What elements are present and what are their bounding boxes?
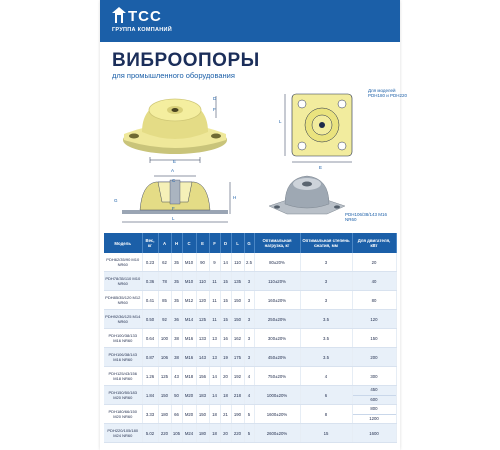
- power-cell: [352, 424, 396, 443]
- table-row: [104, 386, 396, 405]
- model-cell: PDH150/50/183 M20 NR60: [104, 386, 142, 405]
- dim-label-l-top: L: [279, 119, 282, 124]
- col-header: G: [244, 233, 254, 253]
- dim-label-c: C: [172, 178, 176, 183]
- table-cell: 0.87: [142, 348, 158, 367]
- col-header: C: [182, 233, 196, 253]
- table-cell: 14: [209, 367, 220, 386]
- table-cell: 78: [158, 272, 171, 291]
- dim-label-e-right: E: [319, 165, 323, 170]
- power-value: 200: [370, 354, 378, 360]
- table-cell: 1000±20%: [254, 386, 300, 405]
- table-cell: 150: [158, 386, 171, 405]
- table-cell: 0.36: [142, 272, 158, 291]
- model-cell: PDH92/36/125 M14 NR60: [104, 310, 142, 329]
- dim-label-f-top: F: [213, 107, 216, 112]
- table-cell: 66: [171, 405, 182, 424]
- power-value: 40: [371, 278, 377, 284]
- brand-header: [100, 0, 400, 42]
- model-cell: PDH85/35/120 M12 NR60: [104, 291, 142, 310]
- table-cell: 150: [231, 291, 244, 310]
- col-header: Вес, кг: [142, 233, 158, 253]
- table-row: [104, 329, 396, 348]
- table-cell: 9: [209, 253, 220, 272]
- table-cell: 92: [158, 310, 171, 329]
- specs-table: [104, 233, 397, 443]
- table-cell: 3: [244, 272, 254, 291]
- model-cell: PDH100/38/133 M16 NR60: [104, 329, 142, 348]
- power-value: 20: [371, 259, 377, 265]
- table-cell: 38: [171, 329, 182, 348]
- model-cell: PDH106/38/143 M16 NR60: [104, 348, 142, 367]
- table-cell: 62: [158, 253, 171, 272]
- model-cell: PDH180/66/150 M20 NR60: [104, 405, 142, 424]
- table-cell: 4: [244, 386, 254, 405]
- model-cell: PDH125/43/156 M18 NR60: [104, 367, 142, 386]
- page-title: ВИБРООПОРЫ: [112, 50, 260, 71]
- table-cell: 5: [244, 424, 254, 443]
- table-cell: 175: [231, 348, 244, 367]
- col-header: Оптимальная нагрузка, кг: [254, 233, 300, 253]
- table-cell: 110: [196, 272, 209, 291]
- col-header: H: [171, 233, 182, 253]
- table-cell: 300±20%: [254, 329, 300, 348]
- logo-subtitle: ГРУППА КОМПАНИЙ: [112, 27, 173, 33]
- table-cell: 150: [196, 405, 209, 424]
- table-cell: 160±20%: [254, 291, 300, 310]
- catalog-page: [100, 0, 408, 450]
- table-cell: 4: [300, 367, 352, 386]
- table-cell: 110±20%: [254, 272, 300, 291]
- power-value: 600: [353, 395, 396, 405]
- table-cell: M18: [182, 367, 196, 386]
- table-cell: 106: [158, 348, 171, 367]
- dim-label-l: L: [172, 216, 175, 221]
- table-cell: 143: [196, 348, 209, 367]
- mount-section-drawing: [118, 172, 233, 230]
- table-cell: M10: [182, 272, 196, 291]
- table-cell: 0.50: [142, 310, 158, 329]
- table-cell: 13: [209, 329, 220, 348]
- table-cell: 11: [209, 310, 220, 329]
- power-cell: [352, 367, 396, 386]
- power-value: 80: [371, 297, 377, 303]
- table-cell: 90: [196, 253, 209, 272]
- table-cell: 15: [220, 291, 231, 310]
- table-cell: 15: [300, 424, 352, 443]
- table-cell: 125: [158, 367, 171, 386]
- table-cell: 11: [209, 291, 220, 310]
- table-cell: 8: [300, 405, 352, 424]
- table-cell: 85: [158, 291, 171, 310]
- table-cell: 100: [158, 329, 171, 348]
- table-cell: 5: [244, 405, 254, 424]
- table-cell: 120: [196, 291, 209, 310]
- table-cell: 3: [244, 291, 254, 310]
- power-cell: [352, 348, 396, 367]
- power-cell: [352, 310, 396, 329]
- table-cell: M14: [182, 310, 196, 329]
- dim-label-e-top: E: [173, 159, 177, 164]
- table-cell: M10: [182, 253, 196, 272]
- table-cell: 3.5: [300, 348, 352, 367]
- table-cell: 16: [220, 329, 231, 348]
- col-header: D: [220, 233, 231, 253]
- power-value: 800: [370, 406, 378, 411]
- mount-top-view-drawing: [280, 90, 365, 168]
- power-cell: [352, 329, 396, 348]
- table-cell: 0.23: [142, 253, 158, 272]
- table-cell: 750±20%: [254, 367, 300, 386]
- table-cell: 20: [220, 424, 231, 443]
- table-header-row: [104, 233, 396, 253]
- table-cell: M16: [182, 348, 196, 367]
- power-value: 300: [370, 373, 378, 379]
- table-cell: 2.5: [244, 253, 254, 272]
- table-cell: 43: [171, 367, 182, 386]
- table-cell: 0.64: [142, 329, 158, 348]
- col-header: Модель: [104, 233, 142, 253]
- table-cell: 190: [231, 405, 244, 424]
- col-header: E: [196, 233, 209, 253]
- power-cell: [352, 386, 396, 405]
- table-cell: 14: [209, 386, 220, 405]
- table-cell: 150: [231, 310, 244, 329]
- table-cell: 3: [244, 310, 254, 329]
- table-cell: 19: [220, 348, 231, 367]
- table-cell: M16: [182, 329, 196, 348]
- dim-label-h: H: [233, 195, 237, 200]
- table-cell: 3: [300, 291, 352, 310]
- table-cell: 35: [171, 272, 182, 291]
- table-cell: 1.84: [142, 386, 158, 405]
- col-header: A: [158, 233, 171, 253]
- power-cell: [352, 291, 396, 310]
- table-cell: 3: [244, 348, 254, 367]
- col-header: F: [209, 233, 220, 253]
- product-photo: [267, 170, 347, 220]
- table-cell: 135: [231, 272, 244, 291]
- table-cell: 180: [196, 424, 209, 443]
- dim-label-d: D: [213, 96, 217, 101]
- table-row: [104, 291, 396, 310]
- table-cell: M20: [182, 405, 196, 424]
- table-cell: 1600±20%: [254, 405, 300, 424]
- table-row: [104, 253, 396, 272]
- table-cell: 3.5: [300, 329, 352, 348]
- table-row: [104, 310, 396, 329]
- table-cell: 3: [300, 272, 352, 291]
- table-cell: 180: [158, 405, 171, 424]
- table-row: [104, 367, 396, 386]
- table-cell: 220: [158, 424, 171, 443]
- power-cell: [352, 253, 396, 272]
- table-cell: 192: [231, 367, 244, 386]
- col-header: Для двигателя, кВт: [352, 233, 396, 253]
- company-logo: [112, 5, 192, 39]
- table-row: [104, 272, 396, 291]
- table-cell: M12: [182, 291, 196, 310]
- table-cell: 38: [171, 348, 182, 367]
- table-cell: 156: [196, 367, 209, 386]
- table-row: [104, 405, 396, 424]
- col-header: L: [231, 233, 244, 253]
- table-cell: 250±20%: [254, 310, 300, 329]
- power-value: 1200: [353, 414, 396, 424]
- model-cell: PDH220/105/180 M24 NR60: [104, 424, 142, 443]
- table-cell: 0.41: [142, 291, 158, 310]
- table-cell: 105: [171, 424, 182, 443]
- table-cell: 4: [244, 367, 254, 386]
- table-cell: 3: [300, 253, 352, 272]
- table-cell: 35: [171, 253, 182, 272]
- table-cell: 11: [209, 272, 220, 291]
- table-cell: 15: [220, 272, 231, 291]
- logo-mark-icon: [112, 7, 126, 25]
- table-cell: 5.02: [142, 424, 158, 443]
- table-cell: 3.33: [142, 405, 158, 424]
- table-cell: 14: [220, 253, 231, 272]
- table-cell: 220: [231, 424, 244, 443]
- table-cell: 1.26: [142, 367, 158, 386]
- table-cell: 3.5: [300, 310, 352, 329]
- table-cell: M20: [182, 386, 196, 405]
- model-cell: PDH78/35/110 M10 NR60: [104, 272, 142, 291]
- table-cell: 50: [171, 386, 182, 405]
- table-cell: 125: [196, 310, 209, 329]
- col-header: Оптимальная степень сжатия, мм: [300, 233, 352, 253]
- table-cell: M24: [182, 424, 196, 443]
- table-cell: 18: [209, 424, 220, 443]
- table-cell: 183: [196, 386, 209, 405]
- dim-label-a: A: [171, 168, 175, 173]
- power-cell: [352, 405, 396, 424]
- power-value: 120: [370, 316, 378, 322]
- table-cell: 162: [231, 329, 244, 348]
- model-cell: PDH62/35/90 M10 NR60: [104, 253, 142, 272]
- table-cell: 36: [171, 310, 182, 329]
- table-cell: 20: [220, 367, 231, 386]
- table-cell: 35: [171, 291, 182, 310]
- table-cell: 218: [231, 386, 244, 405]
- table-cell: 2600±20%: [254, 424, 300, 443]
- specs-table-body: [104, 253, 396, 443]
- table-cell: 3: [244, 329, 254, 348]
- page-subtitle: для промышленного оборудования: [112, 71, 235, 80]
- table-row: [104, 424, 396, 443]
- table-cell: 15: [220, 310, 231, 329]
- power-value: 450: [370, 387, 378, 392]
- power-value: 1600: [369, 430, 379, 436]
- table-cell: 21: [220, 405, 231, 424]
- power-cell: [352, 272, 396, 291]
- table-row: [104, 348, 396, 367]
- models-note: Для моделей PDH180 и PDH220: [368, 88, 408, 98]
- dim-label-f: F: [172, 206, 175, 211]
- table-cell: 110: [231, 253, 244, 272]
- table-cell: 133: [196, 329, 209, 348]
- dim-label-g: G: [114, 198, 118, 203]
- table-cell: 450±20%: [254, 348, 300, 367]
- table-cell: 80±20%: [254, 253, 300, 272]
- table-cell: 18: [209, 405, 220, 424]
- power-value: 150: [370, 335, 378, 341]
- product-caption: PDH106/38/143 M16 NR60: [345, 212, 388, 222]
- logo-text: ТСС: [128, 8, 162, 25]
- table-cell: 6: [300, 386, 352, 405]
- table-cell: 18: [220, 386, 231, 405]
- table-cell: 13: [209, 348, 220, 367]
